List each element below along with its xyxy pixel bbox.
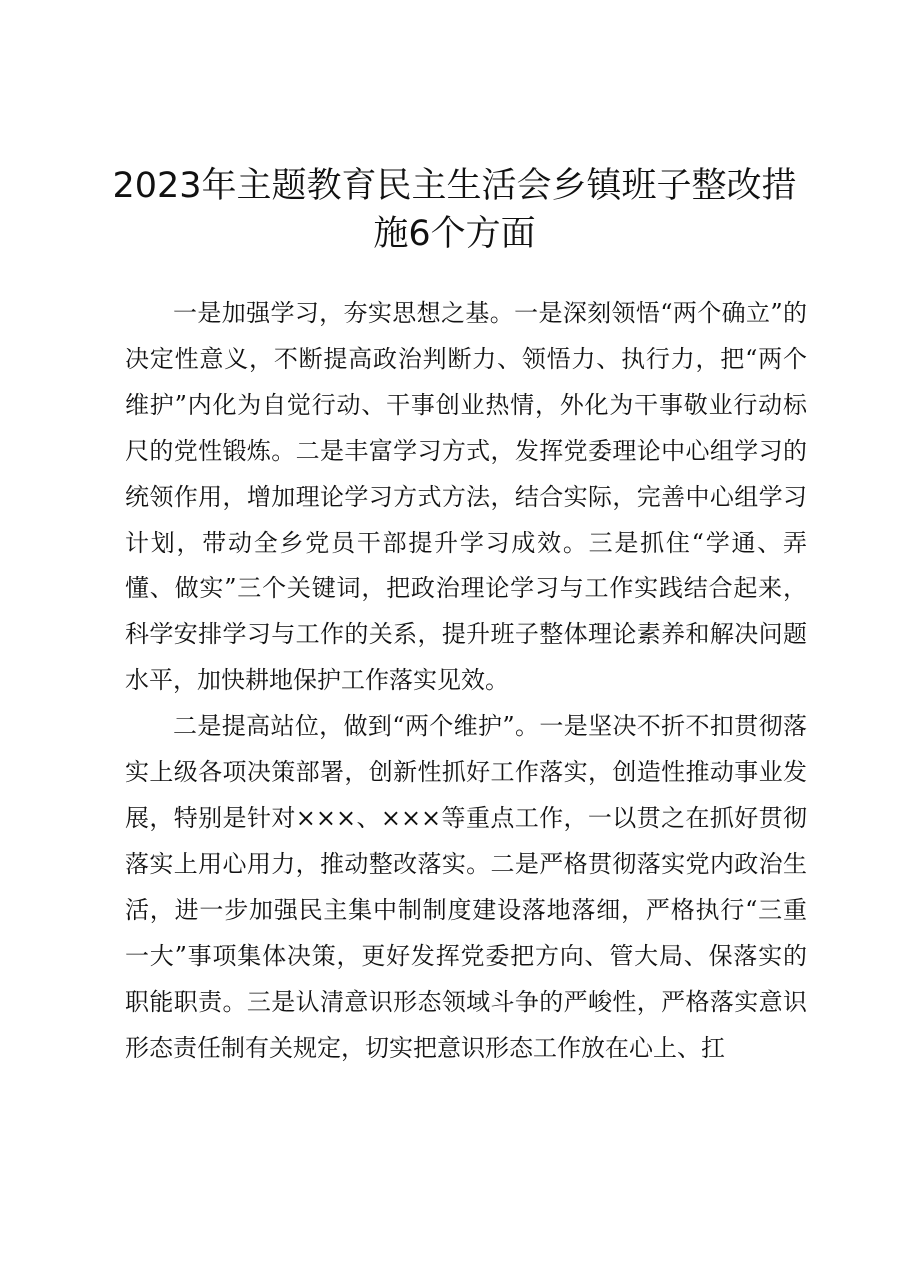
- paragraph-1: 一是加强学习，夯实思想之基。一是深刻领悟“两个确立”的决定性意义，不断提高政治判断力、领悟力、执行力，把“两个维护”内化为自觉行动、干事创业热情，外化为干事敬业行动标尺的党性锻炼。二是丰富学习方式，发挥党委理论中心组学习的统领作用，增加理论学习方式方法，结合实际，完善中心组学习计划，带动全乡党员干部提升学习成效。三是抓住“学通、弄懂、做实”三个关键词，把政治理论学习与工作实践结合起来，科学安排学习与工作的关系，提升班子整体理论素养和解决问题水平，加快耕地保护工作落实见效。: [125, 299, 807, 695]
- document-body: [125, 291, 807, 1071]
- document-title: 2023年主题教育民主生活会乡镇班子整改措施6个方面: [112, 166, 797, 254]
- paragraph-2: 二是提高站位，做到“两个维护”。一是坚决不折不扣贯彻落实上级各项决策部署，创新性抓好工作落实，创造性推动事业发展，特别是针对×××、×××等重点工作，一以贯之在抓好贯彻落实上用心用力，推动整改落实。二是严格贯彻落实党内政治生活，进一步加强民主集中制制度建设落地落细，严格执行“三重一大”事项集体决策，更好发挥党委把方向、管大局、保落实的职能职责。三是认清意识形态领域斗争的严峻性，严格落实意识形态责任制有关规定，切实把意识形态工作放在心上、扛: [125, 712, 807, 1062]
